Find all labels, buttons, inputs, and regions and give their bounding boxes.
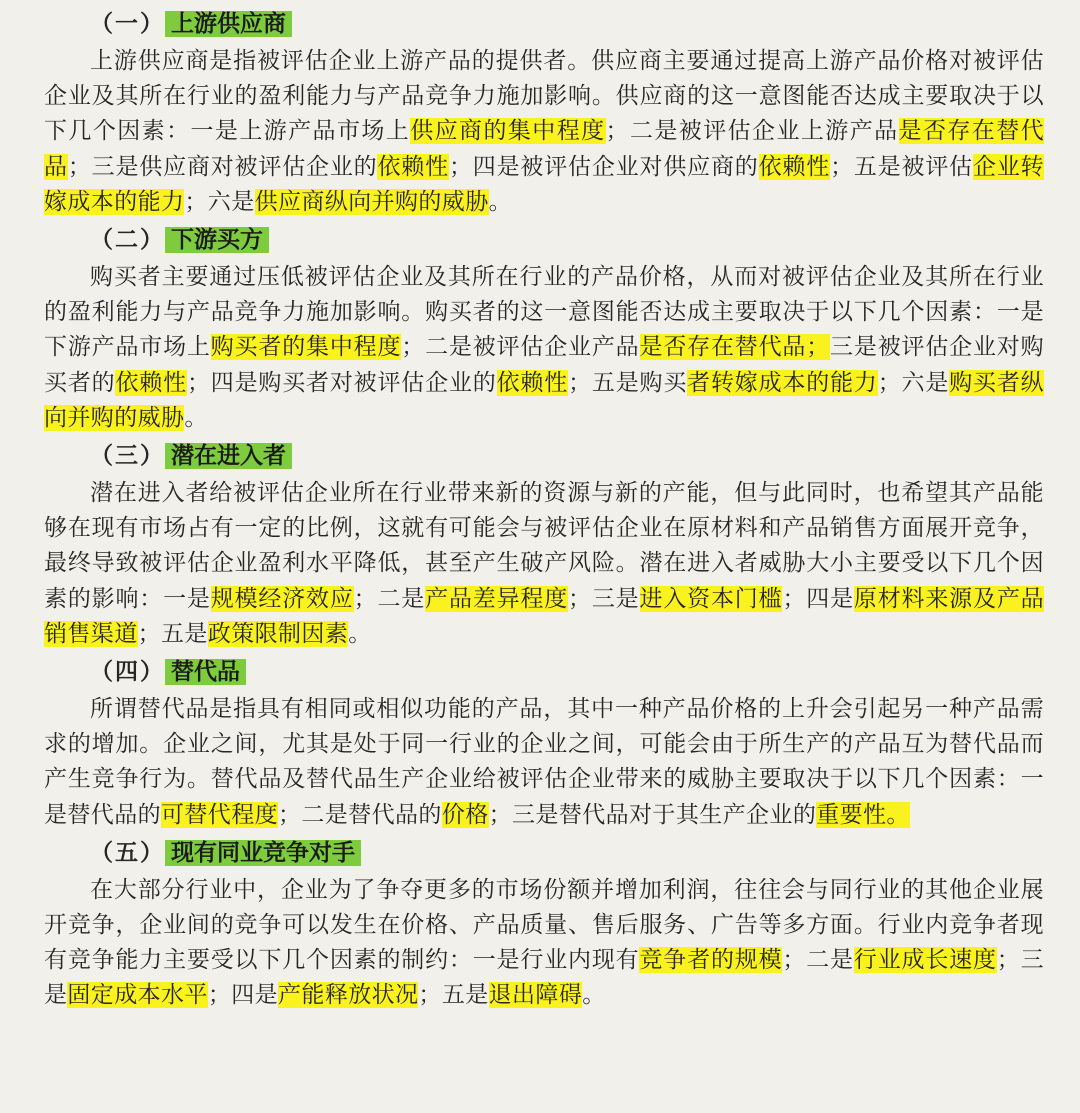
text-run: ；四是 bbox=[207, 982, 279, 1009]
highlighted-phrase: 原材料来源及产品销售渠道 bbox=[44, 585, 1045, 647]
text-run: ；二是 bbox=[353, 585, 426, 612]
text-run: 所谓替代品是指具有相同或相似功能的产品，其中一种产品价格的上升会引起另一种产品需求的增加。企业之间，尤其是处于同一行业的企业之间，可能会由于所生产的产品互为替代品而产生竞争行为。替代品及替代品生产企业给被评估企业带来的威胁主要取决于以下几个因素：一是替代品的 bbox=[44, 696, 1044, 828]
text-run: ；五是被评估 bbox=[830, 153, 973, 180]
section-number: （三） bbox=[90, 443, 165, 470]
section-title: 替代品 bbox=[165, 659, 246, 685]
text-run: ；三是 bbox=[568, 585, 640, 612]
text-run: ；二是被评估企业上游产品 bbox=[605, 118, 899, 145]
text-run: ；三是替代品对于其生产企业的 bbox=[488, 801, 817, 828]
text-run: ；三是 bbox=[44, 947, 1045, 1009]
text-run: 上游供应商是指被评估企业上游产品的提供者。供应商主要通过提高上游产品价格对被评估企业及其所在行业的盈利能力与产品竞争力施加影响。供应商的这一意图能否达成主要取决于以下几个因素：一是上游产品市场上 bbox=[44, 48, 1044, 145]
section-paragraph bbox=[44, 260, 1044, 436]
text-run: 。 bbox=[348, 620, 372, 647]
highlighted-phrase: 企业转嫁成本的能力 bbox=[44, 153, 1045, 215]
section-title: 下游买方 bbox=[165, 227, 269, 253]
text-run: 购买者主要通过压低被评估企业及其所在行业的产品价格，从而对被评估企业及其所在行业的盈利能力与产品竞争力施加影响。购买者的这一意图能否达成主要取决于以下几个因素：一是下游产品市场上 bbox=[44, 264, 1044, 361]
text-run: ；四是购买者对被评估企业的 bbox=[186, 369, 497, 396]
text-run: ；二是替代品的 bbox=[278, 801, 442, 828]
highlighted-phrase: 规模经济效应 bbox=[210, 585, 354, 612]
highlighted-phrase: 价格 bbox=[441, 801, 489, 828]
section-potential-entrants bbox=[44, 436, 1044, 652]
highlighted-phrase: 是否存在替代品； bbox=[639, 334, 830, 361]
highlighted-phrase: 可替代程度 bbox=[161, 801, 278, 828]
section-heading bbox=[44, 652, 1044, 692]
highlighted-phrase: 产能释放状况 bbox=[278, 982, 419, 1009]
section-downstream-buyers bbox=[44, 220, 1044, 436]
text-run: ；二是 bbox=[782, 947, 854, 974]
text-run: 。 bbox=[184, 404, 208, 431]
highlighted-phrase: 退出障碍 bbox=[488, 982, 583, 1009]
section-number: （一） bbox=[90, 11, 165, 37]
text-run: 三是被评估企业对购买者的 bbox=[44, 334, 1045, 396]
text-run: 潜在进入者给被评估企业所在行业带来新的资源与新的产能，但与此同时，也希望其产品能够在现有市场占有一定的比例，这就有可能会与被评估企业在原材料和产品销售方面展开竞争，最终导致被评估企业盈利水平降低，甚至产生破产风险。潜在进入者威胁大小主要受以下几个因素的影响：一是 bbox=[44, 480, 1044, 612]
section-title: 上游供应商 bbox=[165, 11, 292, 37]
highlighted-phrase: 政策限制因素 bbox=[207, 620, 349, 647]
highlighted-phrase: 供应商的集中程度 bbox=[410, 118, 606, 145]
text-run: ；五是 bbox=[418, 982, 489, 1009]
highlighted-phrase: 进入资本门槛 bbox=[639, 585, 783, 612]
text-run: ；四是 bbox=[782, 585, 854, 612]
section-upstream-suppliers bbox=[44, 4, 1044, 220]
highlighted-phrase: 依赖性 bbox=[115, 369, 187, 396]
section-number: （五） bbox=[90, 839, 165, 866]
section-heading bbox=[44, 220, 1044, 260]
text-run: 。 bbox=[582, 982, 606, 1009]
highlighted-phrase: 产品差异程度 bbox=[425, 585, 569, 612]
highlighted-phrase: 是否存在替代品 bbox=[44, 118, 1045, 180]
text-run: ；六是 bbox=[184, 188, 255, 215]
highlighted-phrase: 依赖性 bbox=[758, 153, 831, 180]
highlighted-phrase: 供应商纵向并购的威胁 bbox=[254, 188, 489, 215]
text-run: 在大部分行业中，企业为了争夺更多的市场份额并增加利润，往往会与同行业的其他企业展开竞争，企业间的竞争可以发生在价格、产品质量、售后服务、广告等多方面。行业内竞争者现有竞争能力主要受以下几个因素的制约：一是行业内现有 bbox=[44, 876, 1044, 974]
highlighted-phrase: 重要性。 bbox=[816, 801, 910, 828]
section-title: 现有同业竞争对手 bbox=[165, 840, 361, 866]
section-heading bbox=[44, 436, 1044, 476]
section-number: （四） bbox=[90, 659, 165, 686]
text-run: ；三是供应商对被评估企业的 bbox=[67, 153, 378, 180]
text-run: ；五是购买 bbox=[568, 369, 688, 396]
section-paragraph bbox=[44, 873, 1044, 1014]
section-paragraph bbox=[44, 44, 1044, 220]
highlighted-phrase: 竞争者的规模 bbox=[639, 947, 783, 974]
text-run: 。 bbox=[488, 188, 513, 215]
section-existing-competitors bbox=[44, 833, 1044, 1014]
highlighted-phrase: 购买者的集中程度 bbox=[210, 334, 402, 361]
section-heading bbox=[44, 4, 1044, 44]
section-heading bbox=[44, 833, 1044, 873]
section-number: （二） bbox=[90, 227, 165, 254]
highlighted-phrase: 依赖性 bbox=[377, 153, 449, 180]
section-substitutes bbox=[44, 652, 1044, 833]
section-paragraph bbox=[44, 692, 1044, 833]
highlighted-phrase: 购买者纵向并购的威胁 bbox=[44, 369, 1045, 431]
highlighted-phrase: 者转嫁成本的能力 bbox=[687, 369, 878, 396]
section-title: 潜在进入者 bbox=[165, 443, 292, 469]
section-paragraph bbox=[44, 476, 1044, 652]
text-run: ；四是被评估企业对供应商的 bbox=[448, 153, 759, 180]
highlighted-phrase: 行业成长速度 bbox=[853, 947, 997, 974]
text-run: ；二是被评估企业产品 bbox=[401, 334, 640, 361]
highlighted-phrase: 固定成本水平 bbox=[67, 982, 208, 1009]
highlighted-phrase: 依赖性 bbox=[496, 369, 569, 396]
text-run: ；六是 bbox=[877, 369, 950, 396]
text-run: ；五是 bbox=[137, 620, 208, 647]
